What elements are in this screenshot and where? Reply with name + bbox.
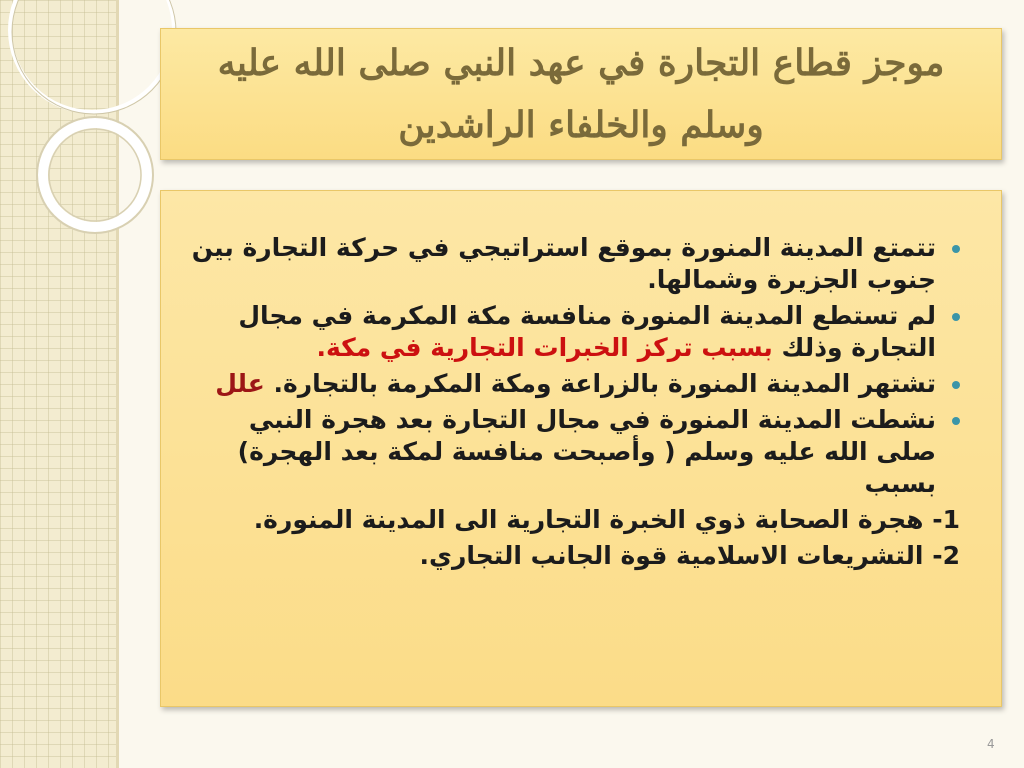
title-box: [160, 28, 1002, 160]
bullet-text: نشطت المدينة المنورة في مجال التجارة بعد هجرة النبي صلى الله عليه وسلم ( وأصبحت منافسة لمكة بعد الهجرة) بسبب: [237, 405, 936, 498]
bullet-text: تشتهر المدينة المنورة بالزراعة ومكة المكرمة بالتجارة.: [273, 369, 936, 398]
bullet-text: لم تستطع المدينة المنورة منافسة مكة المكرمة في مجال التجارة وذلك: [238, 301, 936, 362]
bullet-item-2: [185, 300, 960, 364]
slide-title: موجز قطاع التجارة في عهد النبي صلى الله عليه وسلم والخلفاء الراشدين: [217, 42, 945, 146]
page-number: 4: [987, 737, 995, 751]
bullet-text: تتمتع المدينة المنورة بموقع استراتيجي في حركة التجارة بين جنوب الجزيرة وشمالها.: [191, 233, 936, 294]
bullet-item-4: [185, 404, 960, 500]
ring-inner-bottom: [37, 117, 153, 233]
reason-item-2: 2- التشريعات الاسلامية قوة الجانب التجاري.: [419, 541, 960, 570]
bullet-item-3: [185, 368, 960, 400]
ring-outer-top: [10, 0, 176, 114]
bullet-highlight: بسبب تركز الخبرات التجارية في مكة.: [316, 333, 773, 362]
bullet-item-1: [185, 232, 960, 296]
content-text: [185, 232, 960, 576]
bullet-highlight-reason-label: علل: [215, 369, 265, 398]
reason-item-1: 1- هجرة الصحابة ذوي الخبرة التجارية الى المدينة المنورة.: [253, 505, 960, 534]
